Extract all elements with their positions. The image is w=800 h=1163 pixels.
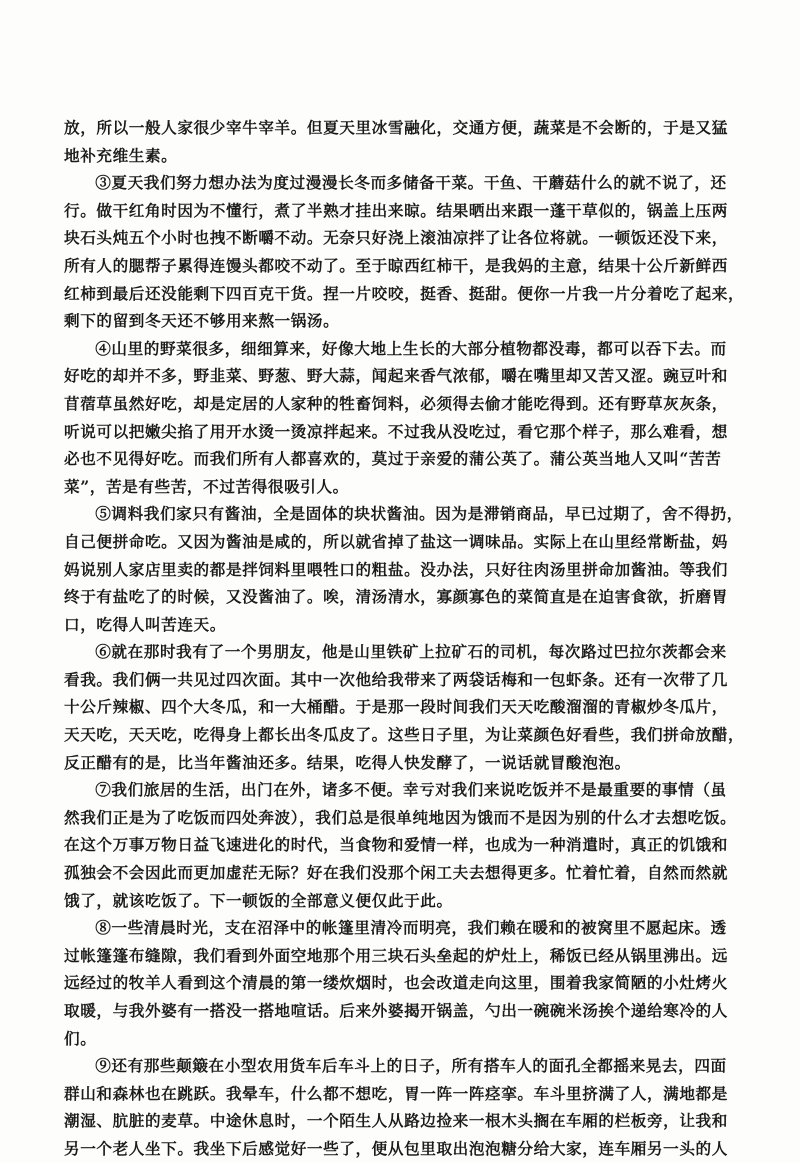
text-line: 然我们正是为了吃饭而四处奔波），我们总是很单纯地因为饿而不是因为别的什么才去想吃饭。 [64,807,737,827]
paragraph-2 [64,169,744,335]
text-line: 地补充维生素。 [64,145,178,165]
text-line: 群山和森林也在跳跃。我晕车，什么都不想吃，胃一阵一阵痉挛。车斗里挤满了人，满地都是 [64,1083,728,1103]
text-line: 行。做干红角时因为不懂行，煮了半熟才挂出来晾。结果晒出来跟一蓬干草似的，锅盖上压两 [64,200,728,220]
paragraph-8 [64,1052,744,1162]
essay-body [64,114,744,1163]
text-line: 块石头炖五个小时也拽不断嚼不动。无奈只好浇上滚油凉拌了让各位将就。一顿饭还没下来， [64,228,728,248]
text-line: 孤独会不会因此而更加虚茫无际？好在我们没那个闲工夫去想得更多。忙着忙着，自然而然就 [64,863,728,883]
text-line: 们。 [64,1028,97,1048]
text-line: 反正醋有的是，比当年酱油还多。结果，吃得人快发酵了，一说话就冒酸泡泡。 [64,752,631,772]
paragraph-6 [64,776,744,914]
text-line: 饿了，就该吃饭了。下一顿饭的全部意义便仅此于此。 [64,890,453,910]
text-line: 妈说别人家店里卖的都是拌饲料里喂牲口的粗盐。没办法，只好往肉汤里拼命加酱油。等我们 [64,559,728,579]
text-line: 天天吃，天天吃，吃得身上都长出冬瓜皮了。这些日子里，为让菜颜色好看些，我们拼命放醋， [64,725,744,745]
text-line: 另一个老人坐下。我坐下后感觉好一些了，便从包里取出泡泡糖分给大家，连车厢另一头的人 [64,1138,728,1158]
text-line: ⑦我们旅居的生活，出门在外，诸多不便。幸亏对我们来说吃饭并不是最重要的事情（虽 [95,780,727,800]
paragraph-3 [64,335,744,501]
text-line: 自己便拼命吃。又因为酱油是咸的，所以就省掉了盐这一调味品。实际上在山里经常断盐，妈 [64,531,728,551]
text-line: 必也不见得好吃。而我们所有人都喜欢的，莫过于亲爱的蒲公英了。蒲公英当地人又叫“苦苦 [64,449,722,469]
text-line: 取暖，与我外婆有一搭没一搭地喧话。后来外婆揭开锅盖，勺出一碗碗米汤挨个递给寒冷的人 [64,1001,728,1020]
text-line: 听说可以把嫩尖掐了用开水烫一烫凉拌起来。不过我从没吃过，看它那个样子，那么难看，想 [64,421,728,441]
paragraph-1 [64,114,744,169]
text-line: 苜蓿草虽然好吃，却是定居的人家种的牲畜饲料，必须得去偷才能吃得到。还有野草灰灰条， [64,393,728,413]
text-line: 红柿到最后还没能剩下四百克干货。捏一片咬咬，挺香、挺甜。便你一片我一片分着吃了起来， [64,283,744,303]
text-line: ⑧一些清晨时光，支在沼泽中的帐篷里清冷而明亮，我们赖在暖和的被窝里不愿起床。透 [95,918,727,938]
paragraph-5 [64,638,744,776]
text-line: 潮湿、肮脏的麦草。中途休息时，一个陌生人从路边捡来一根木头搁在车厢的栏板旁，让我和 [64,1111,728,1131]
text-line: 剩下的留到冬天还不够用来熬一锅汤。 [64,311,340,331]
text-line: 所有人的腮帮子累得连馒头都咬不动了。至于晾西红柿干，是我妈的主意，结果十公斤新鲜西 [64,255,728,275]
text-line: 看我。我们俩一共见过四次面。其中一次他给我带来了两袋话梅和一包虾条。还有一次带了几 [64,669,728,689]
text-line: ③夏天我们努力想办法为度过漫漫长冬而多储备干菜。干鱼、干蘑菇什么的就不说了，还 [95,173,727,193]
text-line: 菜”，苦是有些苦，不过苦得很吸引人。 [64,476,349,496]
text-line: 在这个万事万物日益飞速进化的时代，当食物和爱情一样，也成为一种消遣时，真正的饥饿和 [64,835,728,855]
text-line: 终于有盐吃了的时候，又没酱油了。唉，清汤清水，寡颜寡色的菜简直是在迫害食欲，折磨胃 [64,587,728,607]
text-line: 远经过的牧羊人看到这个清晨的第一缕炊烟时，也会改道走向这里，围着我家简陋的小灶烤火 [64,973,728,993]
text-line: ④山里的野菜很多，细细算来，好像大地上生长的大部分植物都没毒，都可以吞下去。而 [95,338,727,358]
text-line: 过帐篷篷布缝隙，我们看到外面空地那个用三块石头垒起的炉灶上，稀饭已经从锅里沸出。远 [64,945,728,965]
text-line: 好吃的却并不多，野韭菜、野葱、野大蒜，闻起来香气浓郁，嚼在嘴里却又苦又涩。豌豆叶和 [64,366,728,386]
text-line: 放，所以一般人家很少宰牛宰羊。但夏天里冰雪融化，交通方便，蔬菜是不会断的，于是又猛 [64,118,728,137]
paragraph-7 [64,914,744,1052]
text-line: ⑥就在那时我有了一个男朋友，他是山里铁矿上拉矿石的司机，每次路过巴拉尔茨都会来 [95,642,727,662]
paragraph-4 [64,500,744,638]
text-line: ⑨还有那些颠簸在小型农用货车后车斗上的日子，所有搭车人的面孔全都摇来晃去，四面 [95,1056,727,1076]
text-line: 口，吃得人叫苦连天。 [64,614,226,634]
text-line: 十公斤辣椒、四个大冬瓜，和一大桶醋。于是那一段时间我们天天吃酸溜溜的青椒炒冬瓜片， [64,697,728,717]
text-line: ⑤调料我们家只有酱油，全是固体的块状酱油。因为是滞销商品，早已过期了，舍不得扔， [95,504,743,524]
